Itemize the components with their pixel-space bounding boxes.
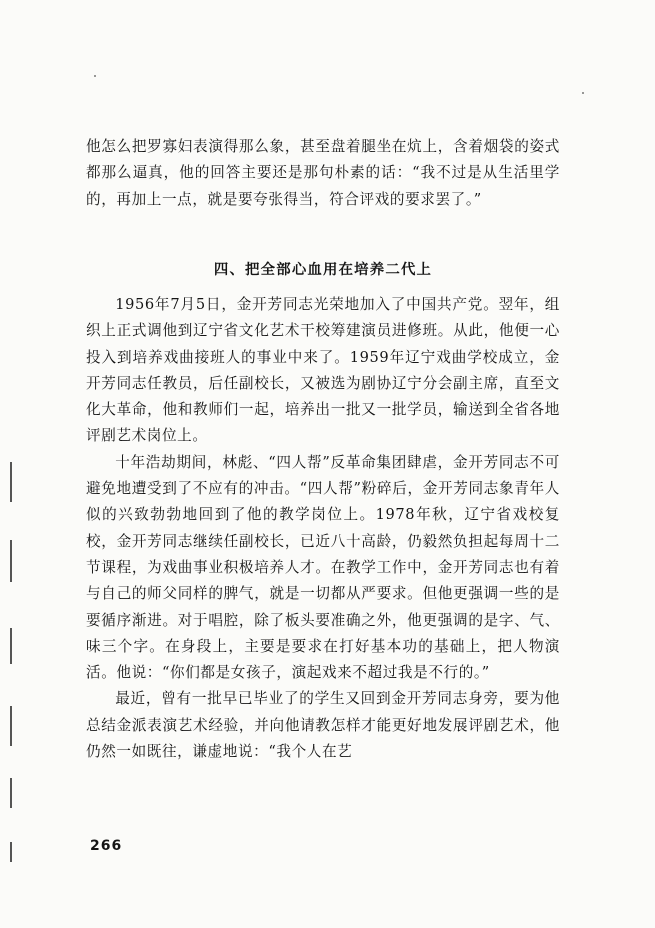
paragraph: 十年浩劫期间，林彪、“四人帮”反革命集团肆虐，金开芳同志不可避免地遭受到了不应有的冲击。“四人帮”粉碎后，金开芳同志象青年人似的兴致勃勃地回到了他的教学岗位上。1978年秋，辽宁省戏校复校，金开芳同志继续任副校长，已近八十高龄，仍毅然负担起每周十二节课程，为戏曲事业积极培养人才。在教学工作中，金开芳同志也有着与自己的师父同样的脾气，就是一切都从严要求。但他更强调一些的是要循序渐进。对于唱腔，除了板头要准确之外，他更强调的是字、气、味三个字。在身段上，主要是要求在打好基本功的基础上，把人物演活。他说：“你们都是女孩子，演起戏来不超过我是不行的。” xyxy=(86,453,560,682)
body-text xyxy=(86,292,560,765)
scan-margin-line xyxy=(10,540,12,582)
intro-paragraph xyxy=(86,134,560,213)
scan-speck xyxy=(582,92,584,94)
scan-margin-line xyxy=(10,706,12,746)
scan-margin-line xyxy=(10,462,12,502)
section-heading: 四、把全部心血用在培养二代上 xyxy=(213,262,433,278)
scan-margin-line xyxy=(10,842,12,862)
intro-paragraph-text: 他怎么把罗寡妇表演得那么象，甚至盘着腿坐在炕上，含着烟袋的姿式都那么逼真，他的回答主要还是那句朴素的话：“我不过是从生活里学的，再加上一点，就是要夸张得当，符合评戏的要求罢了。” xyxy=(86,138,560,208)
page-number: 266 xyxy=(90,838,123,854)
scan-margin-line xyxy=(10,778,12,808)
paragraph: 最近，曾有一批早已毕业了的学生又回到金开芳同志身旁，要为他总结金派表演艺术经验，并向他请教怎样才能更好地发展评剧艺术，他仍然一如既往，谦虚地说：“我个人在艺 xyxy=(86,690,560,761)
scan-speck xyxy=(94,75,96,77)
scan-margin-line xyxy=(10,628,12,664)
paragraph: 1956年7月5日，金开芳同志光荣地加入了中国共产党。翌年，组织上正式调他到辽宁省文化艺术干校筹建演员进修班。从此，他便一心投入到培养戏曲接班人的事业中来了。1959年辽宁戏曲学校成立，金开芳同志任教员，后任副校长，又被选为剧协辽宁分会副主席，直至文化大革命，他和教师们一起，培养出一批又一批学员，输送到全省各地评剧艺术岗位上。 xyxy=(86,296,560,445)
